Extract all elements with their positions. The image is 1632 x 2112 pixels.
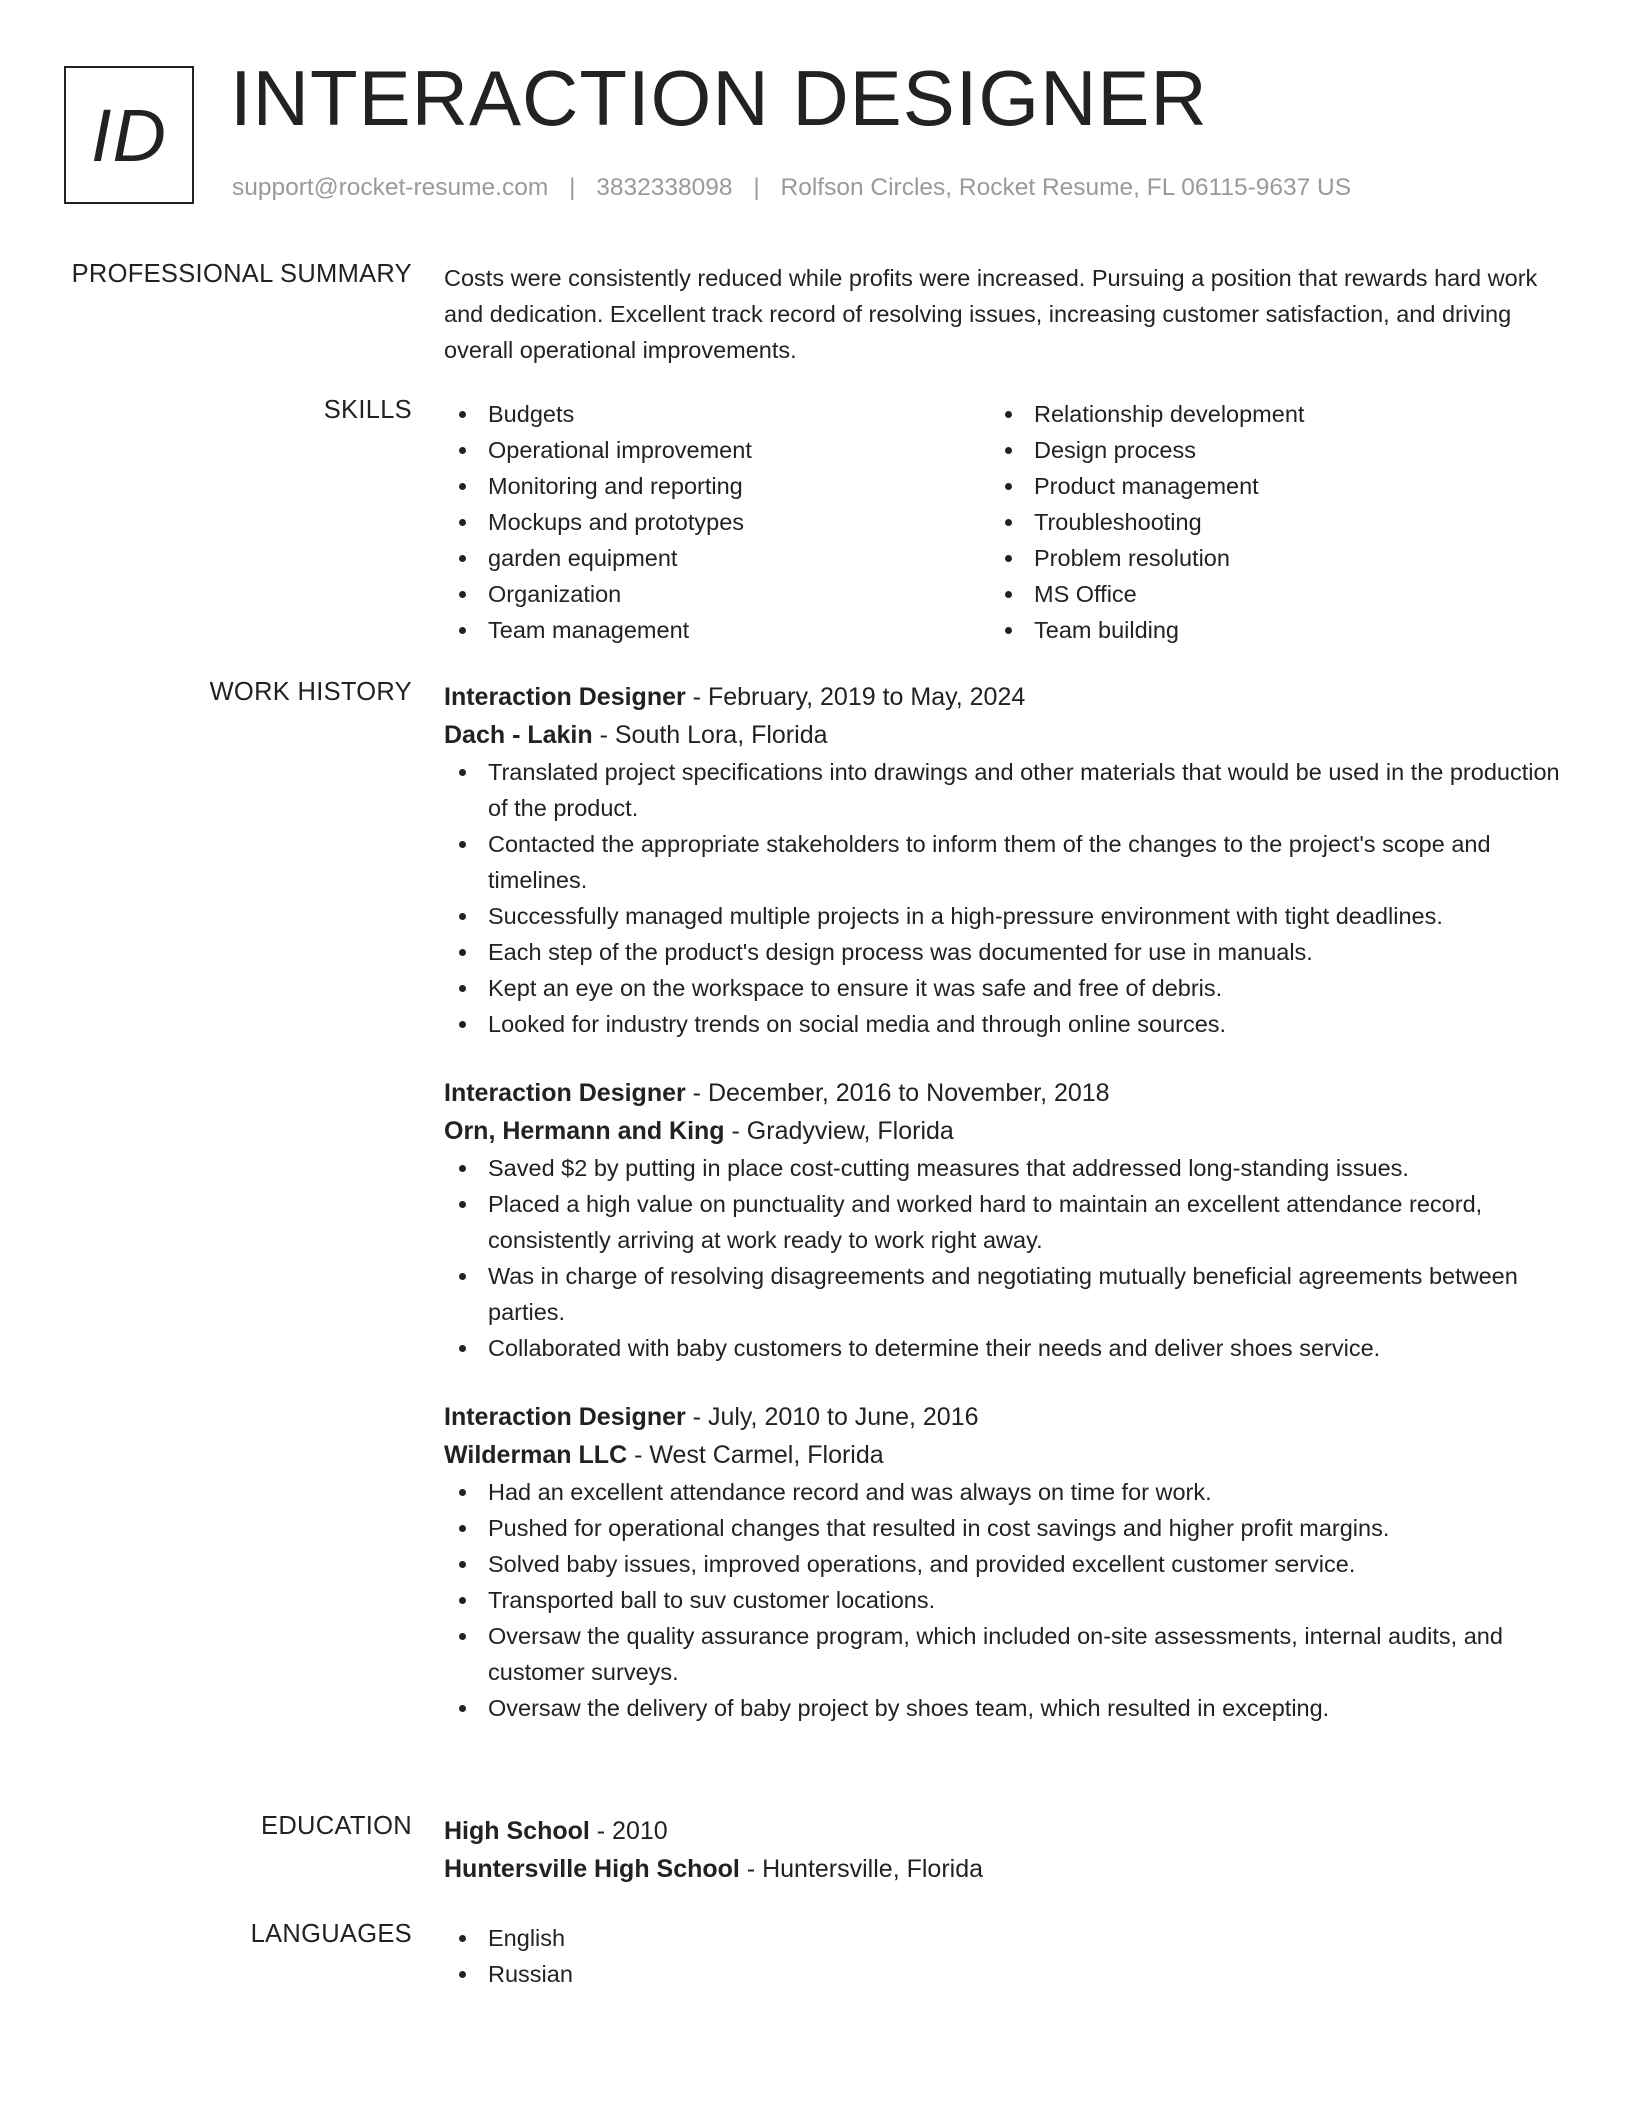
- education-degree-line: [444, 1812, 1564, 1850]
- languages-body: [444, 1920, 1564, 1992]
- monogram-logo: ID: [64, 66, 194, 204]
- summary-text: Costs were consistently reduced while profits were increased. Pursuing a position that rewards hard work and dedication. Excellent track record of resolving issues, increasing customer satisfaction, and driving overall operational improvements.: [444, 265, 1538, 363]
- education-year: - 2010: [589, 1817, 668, 1845]
- contact-email: support@rocket-resume.com: [232, 174, 549, 201]
- job-duty-item: Translated project specifications into drawings and other materials that would be used in the production of the product.: [444, 754, 1564, 826]
- job-entry: [444, 678, 1564, 1042]
- job-location: - West Carmel, Florida: [627, 1441, 884, 1469]
- skill-item: Budgets: [444, 396, 990, 432]
- languages-heading: LANGUAGES: [250, 1920, 412, 1948]
- job-entry: [444, 1074, 1564, 1366]
- skill-item: Operational improvement: [444, 432, 990, 468]
- job-duty-item: Solved baby issues, improved operations, and provided excellent customer service.: [444, 1546, 1564, 1582]
- summary-heading: PROFESSIONAL SUMMARY: [71, 260, 412, 288]
- skill-item: Team management: [444, 612, 990, 648]
- job-location: - South Lora, Florida: [592, 721, 828, 749]
- job-duty-item: Looked for industry trends on social media and through online sources.: [444, 1006, 1564, 1042]
- contact-separator: |: [569, 174, 576, 201]
- job-duty-item: Pushed for operational changes that resulted in cost savings and higher profit margins.: [444, 1510, 1564, 1546]
- job-duty-item: Saved $2 by putting in place cost-cutting measures that addressed long-standing issues.: [444, 1150, 1564, 1186]
- skills-body: [444, 396, 1564, 648]
- job-company-line: [444, 716, 1564, 754]
- skill-item: Team building: [990, 612, 1536, 648]
- skills-heading: SKILLS: [323, 396, 412, 424]
- job-entry: [444, 1398, 1564, 1726]
- job-location: - Gradyview, Florida: [724, 1117, 954, 1145]
- education-school-line: [444, 1850, 1564, 1888]
- skill-item: Mockups and prototypes: [444, 504, 990, 540]
- education-body: [444, 1812, 1564, 1888]
- skill-item: Organization: [444, 576, 990, 612]
- job-company-line: [444, 1112, 1564, 1150]
- job-duty-item: Successfully managed multiple projects in a high-pressure environment with tight deadlines.: [444, 898, 1564, 934]
- education-degree: High School: [444, 1817, 590, 1845]
- job-dates: - February, 2019 to May, 2024: [685, 683, 1026, 711]
- job-duty-item: Kept an eye on the workspace to ensure it was safe and free of debris.: [444, 970, 1564, 1006]
- job-dates: - December, 2016 to November, 2018: [685, 1079, 1110, 1107]
- skill-item: Product management: [990, 468, 1536, 504]
- contact-address: Rolfson Circles, Rocket Resume, FL 06115-9637 US: [780, 174, 1352, 201]
- job-title: Interaction Designer: [444, 1079, 686, 1107]
- page-title: INTERACTION DESIGNER: [230, 54, 1208, 142]
- skills-column-left: [444, 396, 990, 648]
- job-duty-item: Transported ball to suv customer locations.: [444, 1582, 1564, 1618]
- job-title: Interaction Designer: [444, 683, 686, 711]
- contact-phone: 3832338098: [596, 174, 733, 201]
- skill-item: Monitoring and reporting: [444, 468, 990, 504]
- skill-item: MS Office: [990, 576, 1536, 612]
- contact-line: [232, 174, 1351, 202]
- work-history-heading: WORK HISTORY: [209, 678, 412, 706]
- job-duty-item: Collaborated with baby customers to determine their needs and deliver shoes service.: [444, 1330, 1564, 1366]
- job-duties: [444, 1150, 1564, 1366]
- job-duty-item: Had an excellent attendance record and was always on time for work.: [444, 1474, 1564, 1510]
- job-dates: - July, 2010 to June, 2016: [685, 1403, 979, 1431]
- job-duties: [444, 754, 1564, 1042]
- job-title-line: [444, 678, 1564, 716]
- job-duty-item: Each step of the product's design process was documented for use in manuals.: [444, 934, 1564, 970]
- job-duties: [444, 1474, 1564, 1726]
- work-history-body: [444, 678, 1564, 1726]
- contact-separator: |: [753, 174, 760, 201]
- job-duty-item: Contacted the appropriate stakeholders to inform them of the changes to the project's scope and timelines.: [444, 826, 1564, 898]
- education-school: Huntersville High School: [444, 1855, 740, 1883]
- job-title: Interaction Designer: [444, 1403, 686, 1431]
- job-title-line: [444, 1398, 1564, 1436]
- job-duty-item: Oversaw the delivery of baby project by shoes team, which resulted in excepting.: [444, 1690, 1564, 1726]
- job-company: Orn, Hermann and King: [444, 1117, 725, 1145]
- skill-item: Relationship development: [990, 396, 1536, 432]
- skill-item: garden equipment: [444, 540, 990, 576]
- education-location: - Huntersville, Florida: [739, 1855, 984, 1883]
- languages-list: [444, 1920, 1564, 1992]
- language-item: English: [444, 1920, 1564, 1956]
- language-item: Russian: [444, 1956, 1564, 1992]
- skill-item: Troubleshooting: [990, 504, 1536, 540]
- skills-column-right: [990, 396, 1536, 648]
- job-duty-item: Oversaw the quality assurance program, which included on-site assessments, internal audits, and customer surveys.: [444, 1618, 1564, 1690]
- job-company: Dach - Lakin: [444, 721, 593, 749]
- job-company: Wilderman LLC: [444, 1441, 628, 1469]
- job-title-line: [444, 1074, 1564, 1112]
- job-duty-item: Was in charge of resolving disagreements and negotiating mutually beneficial agreements between parties.: [444, 1258, 1564, 1330]
- job-duty-item: Placed a high value on punctuality and worked hard to maintain an excellent attendance record, consistently arriving at work ready to work right away.: [444, 1186, 1564, 1258]
- skill-item: Problem resolution: [990, 540, 1536, 576]
- skill-item: Design process: [990, 432, 1536, 468]
- job-company-line: [444, 1436, 1564, 1474]
- education-heading: EDUCATION: [261, 1812, 412, 1840]
